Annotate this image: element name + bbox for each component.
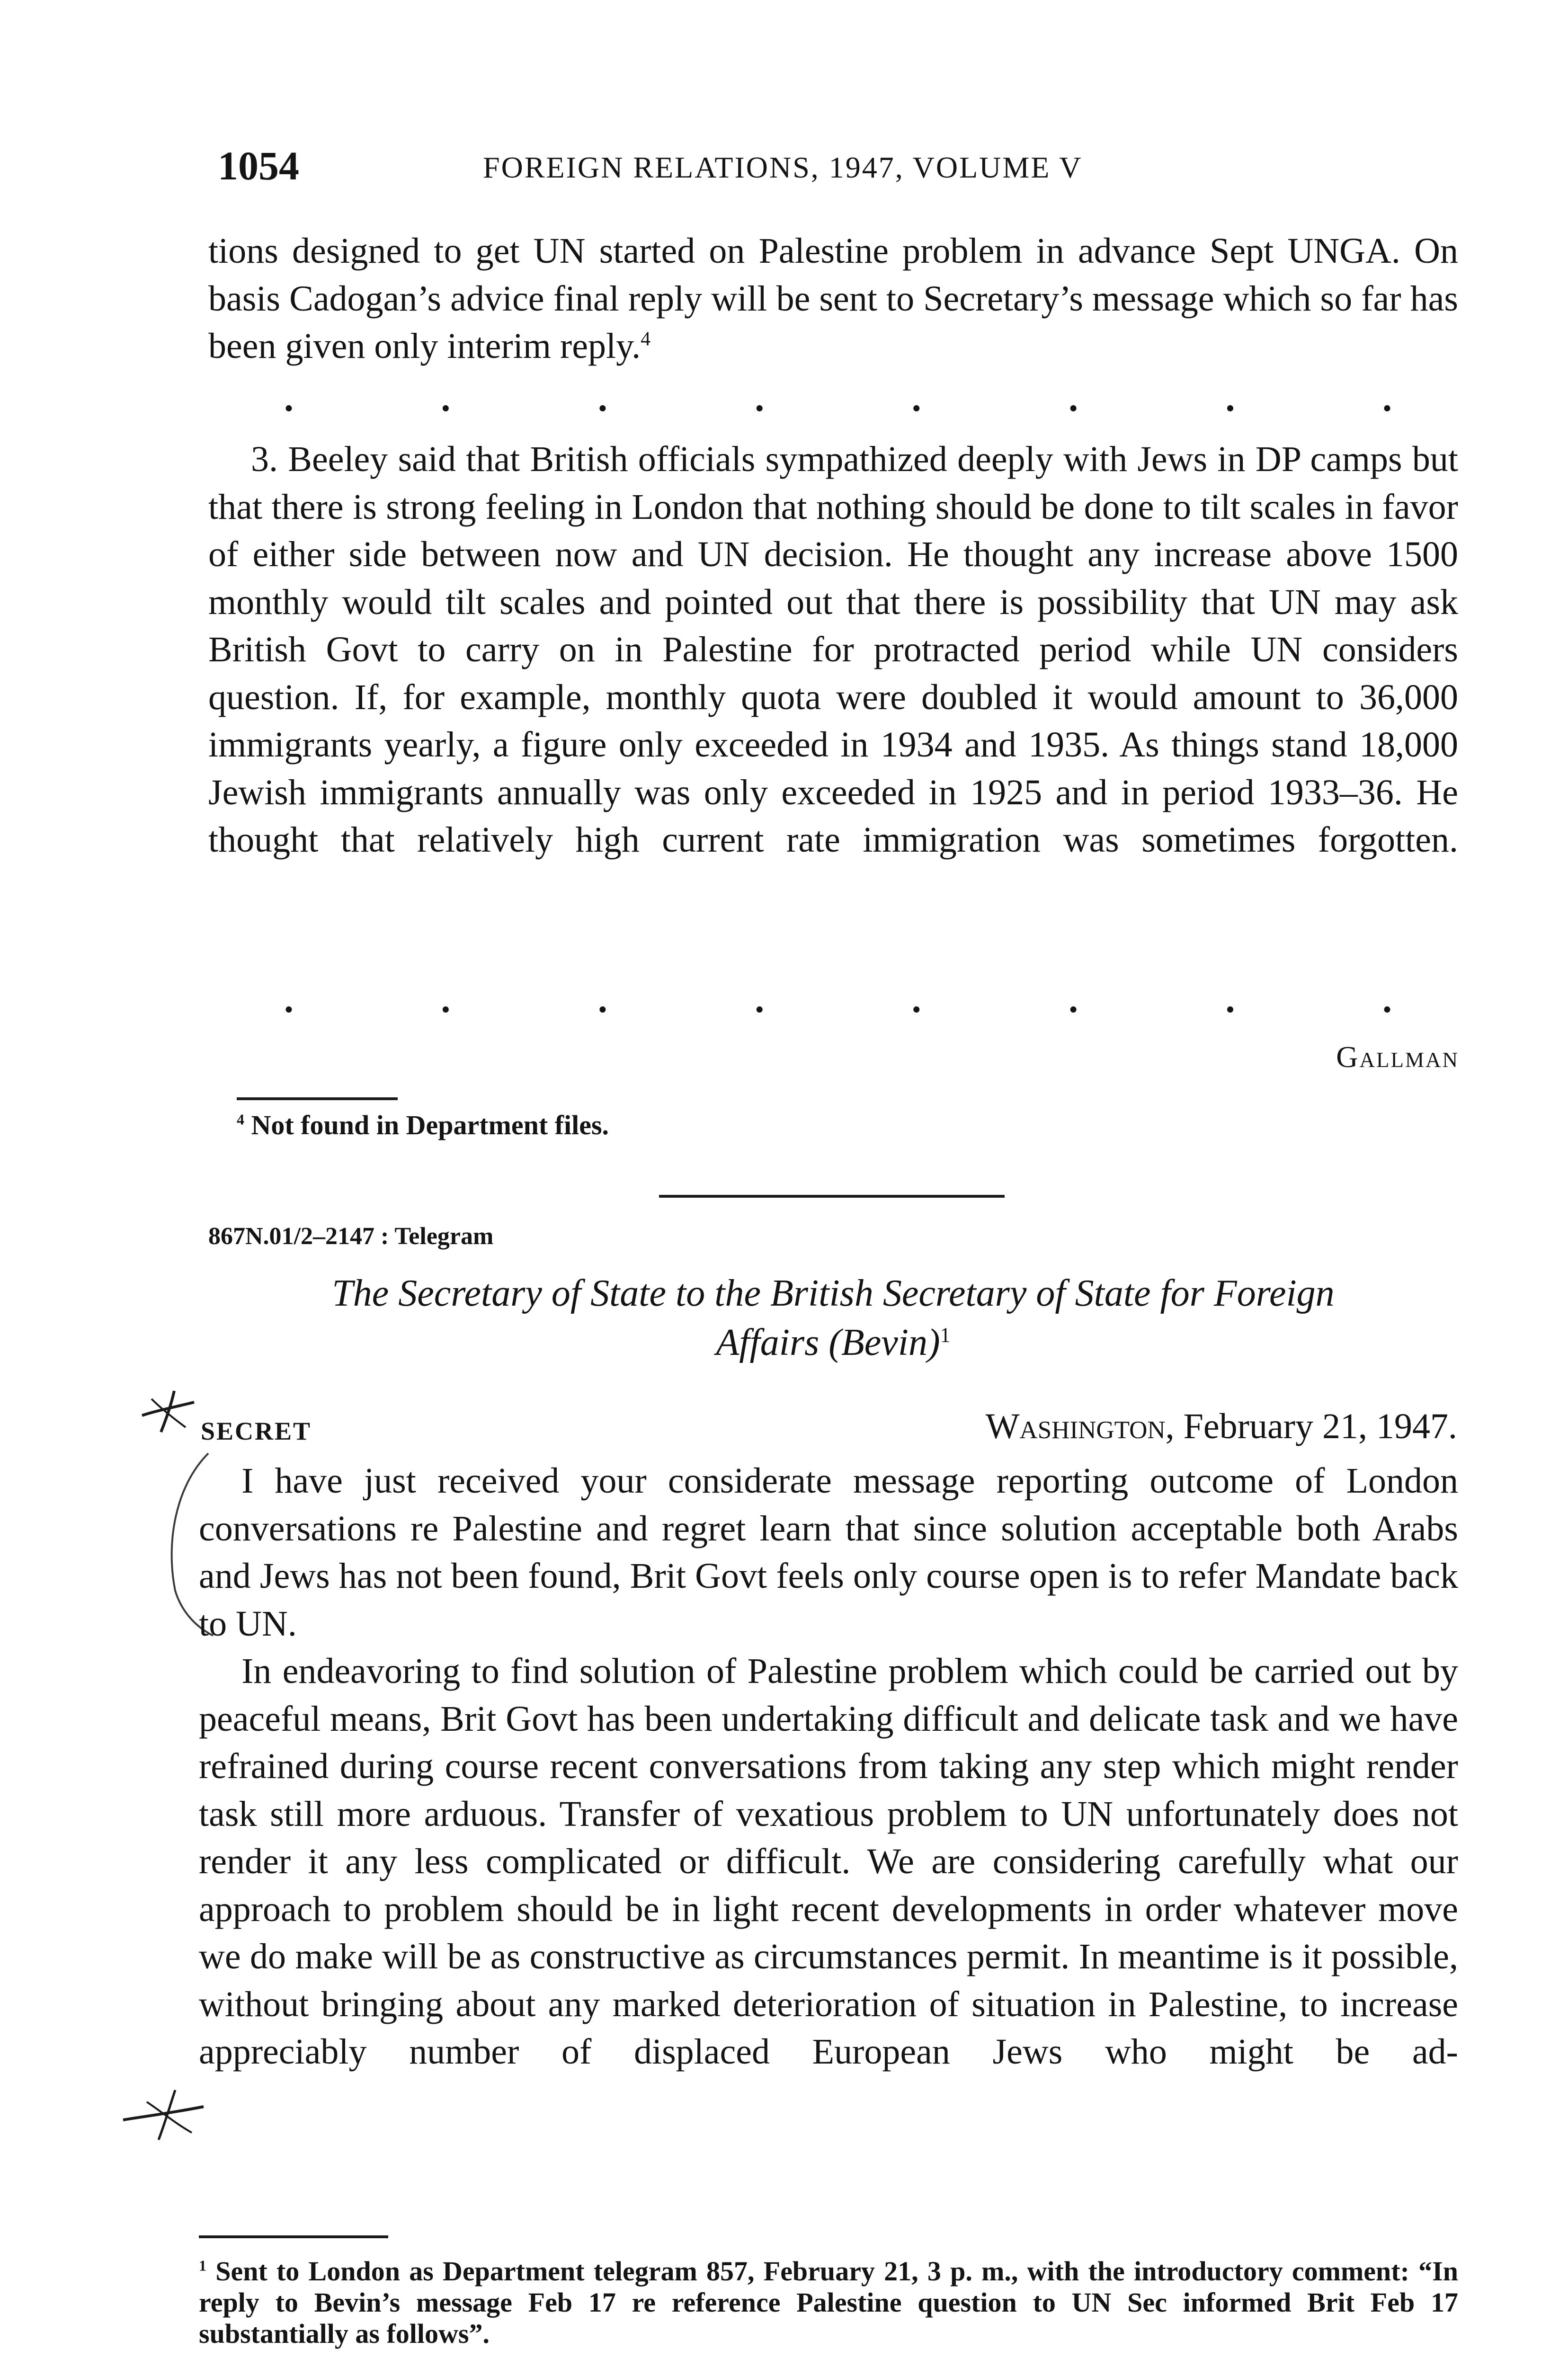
continuation-text: tions designed to get UN started on Palestine problem in advance Sept UNGA. On basis Cadogan’s advice final reply will be sent to Secretary’s message which so far has been given only interim reply. <box>208 231 1458 366</box>
footnote-4 <box>237 1110 609 1141</box>
signature: Gallman <box>1336 1040 1459 1074</box>
footnote-text: Not found in Department files. <box>251 1110 609 1140</box>
ellipsis-dot: . <box>284 378 294 419</box>
document-title <box>208 1269 1458 1367</box>
place: Washington <box>985 1406 1166 1446</box>
paragraph-3-block <box>208 436 1458 864</box>
ellipsis-dot: . <box>1382 378 1392 419</box>
ellipsis-dot: . <box>911 979 921 1021</box>
ellipsis-row-2 <box>284 979 1392 1021</box>
ellipsis-dot: . <box>441 979 451 1021</box>
ellipsis-row-1 <box>284 378 1392 419</box>
footnote-1 <box>199 2256 1458 2349</box>
footnote-text: Sent to London as Department telegram 857, February 21, 3 p. m., with the introductory comment: “In reply to Bevin’s message Feb 17 re reference Palestine question to UN Sec informed Brit Feb 17 substantially as follows”. <box>199 2256 1458 2349</box>
body-paragraph-2: In endeavoring to find solution of Palestine problem which could be carried out by peaceful means, Brit Govt has been undertaking difficult and delicate task and we have refrained during course recent conversations from taking any step which might render task still more arduous. Transfer of vexatious problem to UN unfortunately does not render it any less complicated or difficult. We are considering carefully what our approach to problem should be in light recent developments in order whatever move we do make will be as constructive as circumstances permit. In meantime is it possible, without bringing about any marked deterioration of situation in Palestine, to increase appreciably number of displaced European Jews who might be ad- <box>199 1651 1458 2072</box>
ellipsis-dot: . <box>597 979 607 1021</box>
title-line-2-wrap <box>208 1318 1458 1367</box>
ellipsis-dot: . <box>284 979 294 1021</box>
ellipsis-dot: . <box>441 378 451 419</box>
page-number: 1054 <box>218 143 299 188</box>
date: , February 21, 1947. <box>1165 1406 1457 1446</box>
handwritten-arrow-mark <box>118 2083 208 2145</box>
footnote-marker: 4 <box>237 1111 244 1128</box>
ellipsis-dot: . <box>597 378 607 419</box>
continuation-block <box>208 227 1458 370</box>
page-header <box>218 142 1458 194</box>
classification: SECRET <box>201 1417 312 1445</box>
ellipsis-dot: . <box>1225 378 1235 419</box>
footnote-marker: 1 <box>199 2257 206 2274</box>
title-line-2: Affairs (Bevin) <box>716 1322 940 1363</box>
ellipsis-dot: . <box>1069 979 1078 1021</box>
title-line-1: The Secretary of State to the British Secretary of State for Foreign <box>332 1272 1335 1314</box>
ellipsis-dot: . <box>755 979 765 1021</box>
ellipsis-dot: . <box>911 378 921 419</box>
place-date <box>986 1406 1457 1447</box>
title-footnote-ref: 1 <box>940 1323 951 1347</box>
handwritten-star-mark <box>133 1382 204 1439</box>
running-head: FOREIGN RELATIONS, 1947, VOLUME V <box>483 151 1083 184</box>
section-separator <box>659 1195 1005 1198</box>
file-reference: 867N.01/2–2147 : Telegram <box>208 1223 494 1250</box>
footnote-rule-bottom <box>199 2235 388 2238</box>
ellipsis-dot: . <box>1069 378 1078 419</box>
footnote-rule <box>237 1097 398 1100</box>
body-paragraph-1: I have just received your considerate message reporting outcome of London conversations re Palestine and regret learn that since solution acceptable both Arabs and Jews has not been found, Brit Govt feels only course open is to refer Mandate back to UN. <box>199 1461 1458 1644</box>
continuation-paragraph <box>208 227 1458 370</box>
footnote-ref-4: 4 <box>641 328 651 350</box>
telegram-body <box>199 1457 1458 2076</box>
paragraph-3: 3. Beeley said that British officials sympathized deeply with Jews in DP camps but that there is strong feeling in London that nothing should be done to tilt scales in favor of either side between now and UN decision. He thought any increase above 1500 monthly would tilt scales and pointed out that there is possibility that UN may ask British Govt to carry on in Palestine for protracted period while UN considers question. If, for example, monthly quota were doubled it would amount to 36,000 immigrants yearly, a figure only exceeded in 1934 and 1935. As things stand 18,000 Jewish immigrants annually was only exceeded in 1925 and in period 1933–36. He thought that relatively high current rate immigration was sometimes forgotten. <box>208 439 1458 860</box>
ellipsis-dot: . <box>1225 979 1235 1021</box>
ellipsis-dot: . <box>1382 979 1392 1021</box>
ellipsis-dot: . <box>755 378 765 419</box>
